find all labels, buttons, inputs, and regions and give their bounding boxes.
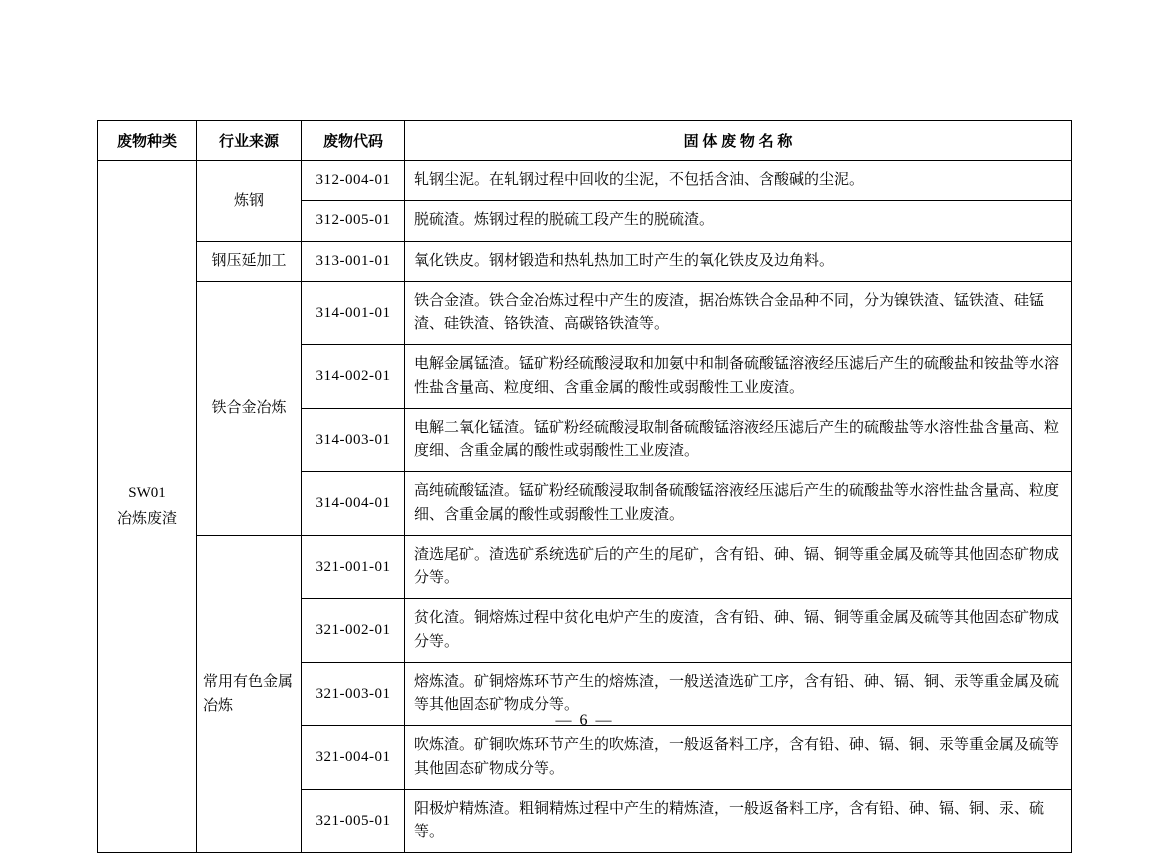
waste-code-cell: 314-001-01 — [302, 281, 405, 345]
waste-name-cell: 吹炼渣。矿铜吹炼环节产生的吹炼渣，一般返备料工序，含有铅、砷、镉、铜、汞等重金属及硫等其他固态矿物成分等。 — [405, 726, 1072, 790]
waste-name-cell: 轧钢尘泥。在轧钢过程中回收的尘泥，不包括含油、含酸碱的尘泥。 — [405, 161, 1072, 201]
waste-name-cell: 熔炼渣。矿铜熔炼环节产生的熔炼渣，一般送渣选矿工序，含有铅、砷、镉、铜、汞等重金属及硫等其他固态矿物成分等。 — [405, 662, 1072, 726]
waste-name-cell: 电解二氧化锰渣。锰矿粉经硫酸浸取制备硫酸锰溶液经压滤后产生的硫酸盐等水溶性盐含量高、粒度细、含重金属的酸性或弱酸性工业废渣。 — [405, 408, 1072, 472]
table-row — [98, 241, 1072, 281]
waste-code-cell: 314-003-01 — [302, 408, 405, 472]
waste-code-cell: 313-001-01 — [302, 241, 405, 281]
table-body — [98, 161, 1072, 853]
industry-source-cell: 常用有色金属冶炼 — [197, 535, 302, 853]
waste-code-cell: 321-003-01 — [302, 662, 405, 726]
waste-code-cell: 314-002-01 — [302, 345, 405, 409]
waste-name-cell: 高纯硫酸锰渣。锰矿粉经硫酸浸取制备硫酸锰溶液经压滤后产生的硫酸盐等水溶性盐含量高、粒度细、含重金属的酸性或弱酸性工业废渣。 — [405, 472, 1072, 536]
table-row — [98, 161, 1072, 201]
waste-name-cell: 脱硫渣。炼钢过程的脱硫工段产生的脱硫渣。 — [405, 201, 1072, 241]
industry-source-cell: 钢压延加工 — [197, 241, 302, 281]
waste-name-cell: 铁合金渣。铁合金冶炼过程中产生的废渣，据冶炼铁合金品种不同，分为镍铁渣、锰铁渣、硅锰渣、硅铁渣、铬铁渣、高碳铬铁渣等。 — [405, 281, 1072, 345]
waste-catalog-table — [97, 120, 1072, 853]
header-waste-code: 废物代码 — [302, 121, 405, 161]
waste-code-cell: 321-005-01 — [302, 789, 405, 853]
page-number: — 6 — — [555, 712, 614, 729]
waste-name-cell: 阳极炉精炼渣。粗铜精炼过程中产生的精炼渣，一般返备料工序，含有铅、砷、镉、铜、汞、硫等。 — [405, 789, 1072, 853]
header-waste-category: 废物种类 — [98, 121, 197, 161]
waste-code-cell: 321-002-01 — [302, 599, 405, 663]
header-waste-name: 固 体 废 物 名 称 — [405, 121, 1072, 161]
waste-code-cell: 312-004-01 — [302, 161, 405, 201]
waste-name-cell: 电解金属锰渣。锰矿粉经硫酸浸取和加氨中和制备硫酸锰溶液经压滤后产生的硫酸盐和铵盐等水溶性盐含量高、粒度细、含重金属的酸性或弱酸性工业废渣。 — [405, 345, 1072, 409]
table-row — [98, 535, 1072, 599]
industry-source-cell: 炼钢 — [197, 161, 302, 242]
waste-name-cell: 贫化渣。铜熔炼过程中贫化电炉产生的废渣，含有铅、砷、镉、铜等重金属及硫等其他固态矿物成分等。 — [405, 599, 1072, 663]
waste-category-cell: SW01 冶炼废渣 — [98, 161, 197, 853]
table-row — [98, 281, 1072, 345]
waste-name-cell: 渣选尾矿。渣选矿系统选矿后的产生的尾矿，含有铅、砷、镉、铜等重金属及硫等其他固态矿物成分等。 — [405, 535, 1072, 599]
waste-code-cell: 321-004-01 — [302, 726, 405, 790]
header-industry-source: 行业来源 — [197, 121, 302, 161]
waste-code-cell: 314-004-01 — [302, 472, 405, 536]
waste-name-cell: 氧化铁皮。钢材锻造和热轧热加工时产生的氧化铁皮及边角料。 — [405, 241, 1072, 281]
waste-code-cell: 312-005-01 — [302, 201, 405, 241]
table-header-row — [98, 121, 1072, 161]
waste-code-cell: 321-001-01 — [302, 535, 405, 599]
industry-source-cell: 铁合金冶炼 — [197, 281, 302, 535]
